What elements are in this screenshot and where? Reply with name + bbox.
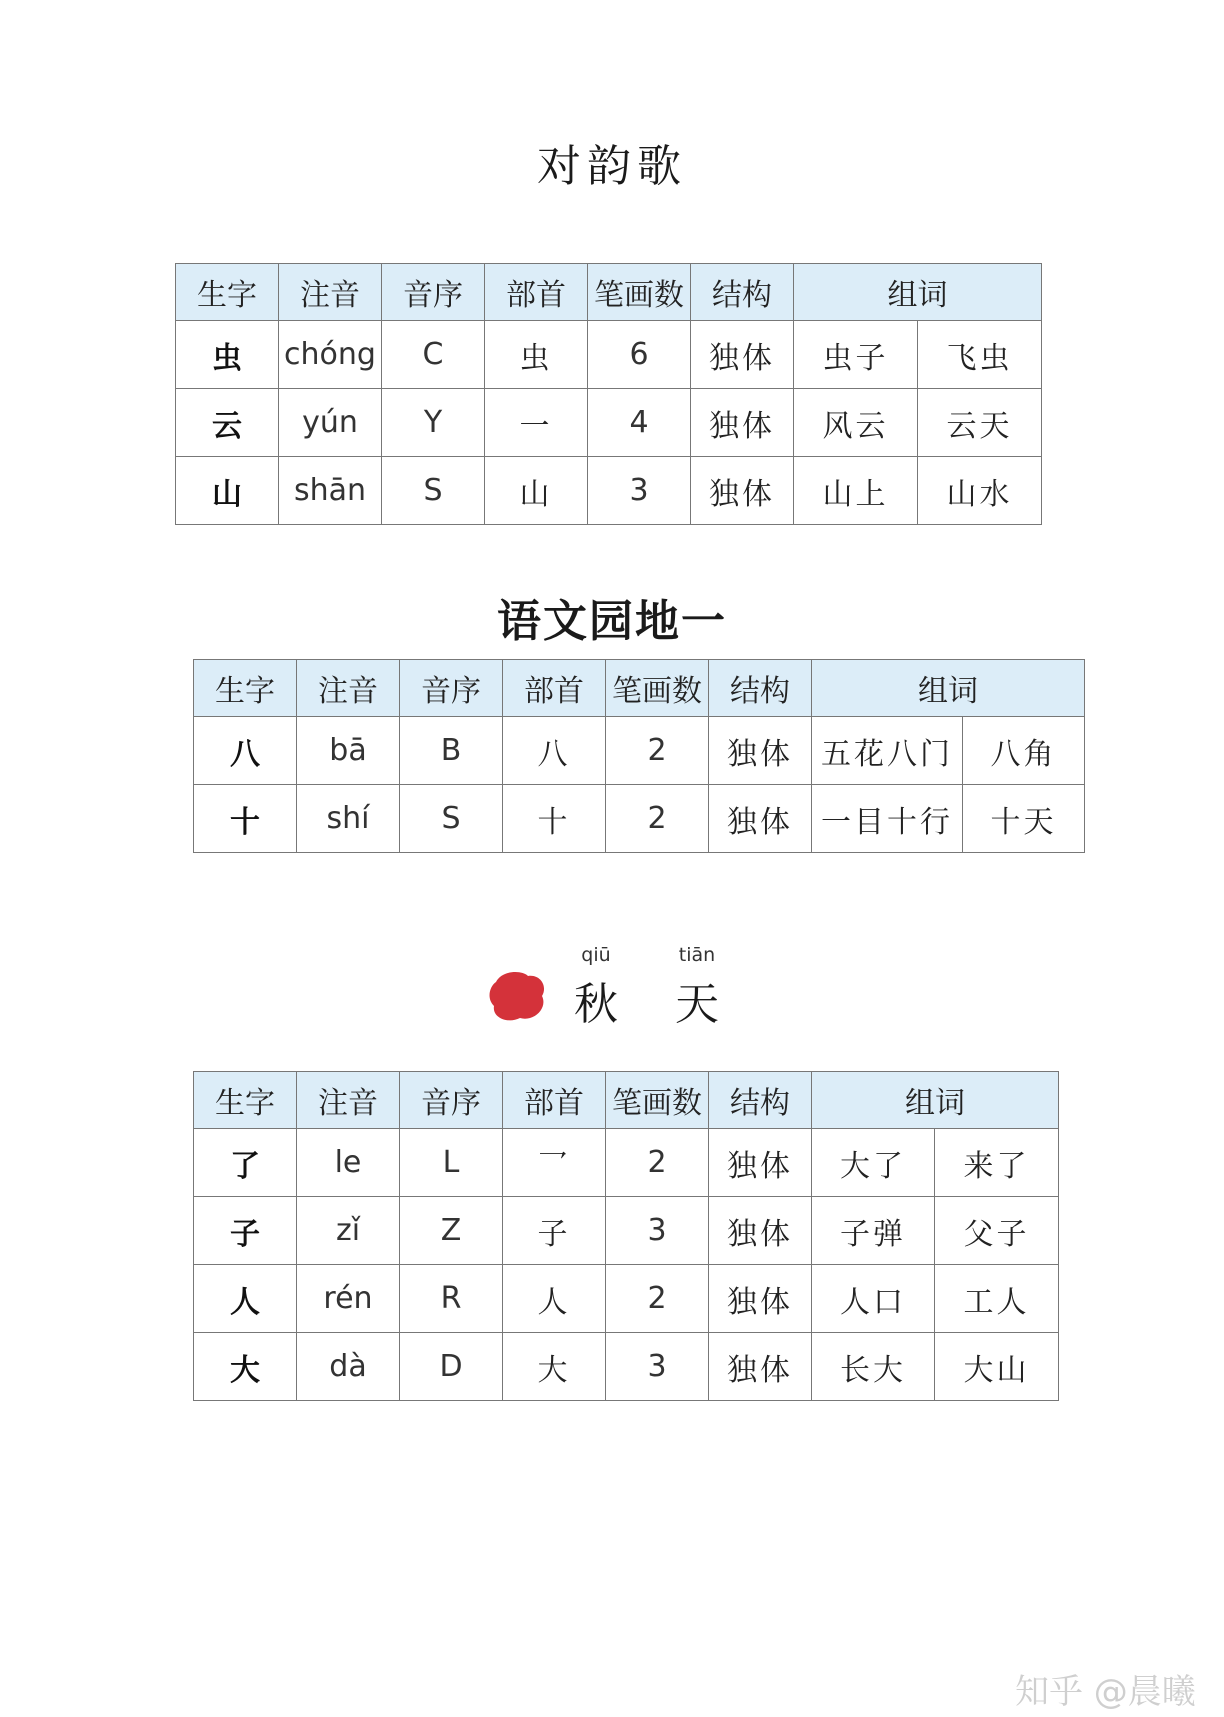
header-char: 生字	[194, 660, 297, 717]
pinyin-cell: bā	[297, 717, 400, 785]
word-cell: 飞虫	[918, 321, 1042, 389]
strokes-cell: 2	[606, 1129, 709, 1197]
header-initial: 音序	[400, 660, 503, 717]
pinyin-cell: dà	[297, 1333, 400, 1401]
watermark: 知乎 @晨曦	[1015, 1672, 1196, 1712]
initial-cell: S	[382, 457, 485, 525]
pinyin-cell: chóng	[279, 321, 382, 389]
table-row	[176, 321, 1042, 389]
structure-cell: 独体	[709, 1265, 812, 1333]
structure-cell: 独体	[709, 1197, 812, 1265]
radical-cell: 山	[485, 457, 588, 525]
char-cell: 了	[194, 1129, 297, 1197]
header-initial: 音序	[400, 1072, 503, 1129]
initial-cell: C	[382, 321, 485, 389]
char-cell: 八	[194, 717, 297, 785]
radical-cell: 子	[503, 1197, 606, 1265]
char-cell: 大	[194, 1333, 297, 1401]
header-radical: 部首	[503, 660, 606, 717]
lesson-title-duiyunge: 对韵歌	[537, 141, 687, 192]
structure-cell: 独体	[691, 457, 794, 525]
structure-cell: 独体	[691, 321, 794, 389]
strokes-cell: 2	[606, 1265, 709, 1333]
word-cell: 长大	[812, 1333, 935, 1401]
table-header-row	[176, 264, 1042, 321]
pinyin-cell: shān	[279, 457, 382, 525]
header-words: 组词	[812, 660, 1085, 717]
radical-cell: 乛	[503, 1129, 606, 1197]
char-cell: 山	[176, 457, 279, 525]
table-row	[194, 1129, 1059, 1197]
title-pinyin: qiū	[581, 944, 611, 966]
header-words: 组词	[812, 1072, 1059, 1129]
word-cell: 八角	[963, 717, 1085, 785]
radical-cell: 十	[503, 785, 606, 853]
pinyin-cell: rén	[297, 1265, 400, 1333]
word-cell: 十天	[963, 785, 1085, 853]
initial-cell: B	[400, 717, 503, 785]
word-cell: 云天	[918, 389, 1042, 457]
pinyin-cell: zǐ	[297, 1197, 400, 1265]
pinyin-cell: le	[297, 1129, 400, 1197]
character-table-lesson1	[175, 263, 1042, 525]
header-char: 生字	[176, 264, 279, 321]
initial-cell: R	[400, 1265, 503, 1333]
header-structure: 结构	[691, 264, 794, 321]
char-cell: 子	[194, 1197, 297, 1265]
word-cell: 工人	[935, 1265, 1059, 1333]
word-cell: 大山	[935, 1333, 1059, 1401]
initial-cell: S	[400, 785, 503, 853]
table-row	[194, 1265, 1059, 1333]
table-row	[176, 389, 1042, 457]
structure-cell: 独体	[709, 785, 812, 853]
table-header-row	[194, 660, 1085, 717]
header-strokes: 笔画数	[606, 660, 709, 717]
initial-cell: D	[400, 1333, 503, 1401]
header-radical: 部首	[503, 1072, 606, 1129]
header-structure: 结构	[709, 1072, 812, 1129]
character-table-lesson3	[193, 1071, 1059, 1401]
radical-cell: 一	[485, 389, 588, 457]
table-row	[194, 785, 1085, 853]
radical-cell: 虫	[485, 321, 588, 389]
word-cell: 子弹	[812, 1197, 935, 1265]
structure-cell: 独体	[709, 1333, 812, 1401]
lesson-title-yuwenyuandi: 语文园地一	[497, 596, 727, 647]
initial-cell: Z	[400, 1197, 503, 1265]
word-cell: 山上	[794, 457, 918, 525]
header-strokes: 笔画数	[588, 264, 691, 321]
header-words: 组词	[794, 264, 1042, 321]
word-cell: 来了	[935, 1129, 1059, 1197]
word-cell: 风云	[794, 389, 918, 457]
header-pinyin: 注音	[297, 1072, 400, 1129]
char-cell: 虫	[176, 321, 279, 389]
char-cell: 十	[194, 785, 297, 853]
header-initial: 音序	[382, 264, 485, 321]
pinyin-cell: shí	[297, 785, 400, 853]
radical-cell: 大	[503, 1333, 606, 1401]
strokes-cell: 3	[606, 1333, 709, 1401]
strokes-cell: 2	[606, 785, 709, 853]
table-row	[176, 457, 1042, 525]
header-strokes: 笔画数	[606, 1072, 709, 1129]
header-char: 生字	[194, 1072, 297, 1129]
title-hanzi: 秋	[574, 979, 618, 1030]
table-row	[194, 1333, 1059, 1401]
strokes-cell: 4	[588, 389, 691, 457]
structure-cell: 独体	[691, 389, 794, 457]
table-row	[194, 1197, 1059, 1265]
char-cell: 云	[176, 389, 279, 457]
red-leaf-icon	[488, 968, 548, 1024]
character-table-lesson2	[193, 659, 1085, 853]
header-radical: 部首	[485, 264, 588, 321]
structure-cell: 独体	[709, 1129, 812, 1197]
header-pinyin: 注音	[297, 660, 400, 717]
radical-cell: 八	[503, 717, 606, 785]
word-cell: 父子	[935, 1197, 1059, 1265]
pinyin-cell: yún	[279, 389, 382, 457]
word-cell: 一目十行	[812, 785, 963, 853]
title-char-qiu	[556, 944, 636, 1032]
header-structure: 结构	[709, 660, 812, 717]
strokes-cell: 2	[606, 717, 709, 785]
strokes-cell: 6	[588, 321, 691, 389]
title-hanzi: 天	[675, 979, 719, 1030]
word-cell: 山水	[918, 457, 1042, 525]
header-pinyin: 注音	[279, 264, 382, 321]
char-cell: 人	[194, 1265, 297, 1333]
title-char-tian	[657, 944, 737, 1032]
title-pinyin: tiān	[678, 944, 716, 966]
initial-cell: L	[400, 1129, 503, 1197]
word-cell: 大了	[812, 1129, 935, 1197]
word-cell: 五花八门	[812, 717, 963, 785]
table-header-row	[194, 1072, 1059, 1129]
strokes-cell: 3	[606, 1197, 709, 1265]
radical-cell: 人	[503, 1265, 606, 1333]
strokes-cell: 3	[588, 457, 691, 525]
structure-cell: 独体	[709, 717, 812, 785]
table-row	[194, 717, 1085, 785]
word-cell: 虫子	[794, 321, 918, 389]
word-cell: 人口	[812, 1265, 935, 1333]
initial-cell: Y	[382, 389, 485, 457]
